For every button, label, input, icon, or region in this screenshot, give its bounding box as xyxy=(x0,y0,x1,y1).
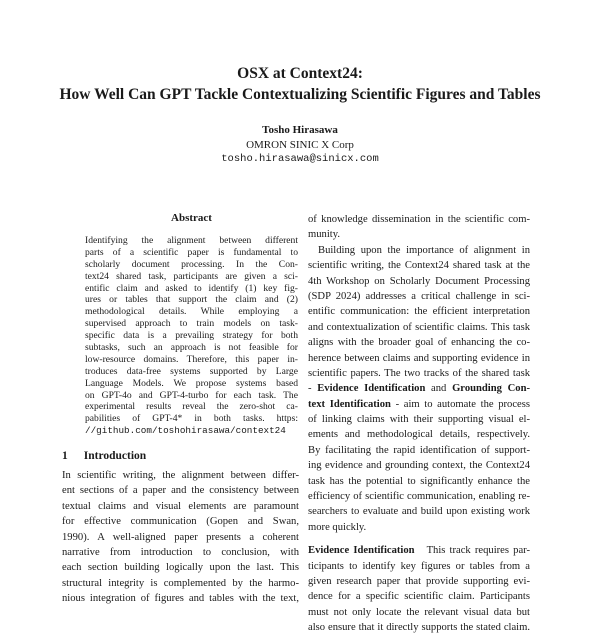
text-line: (SDP 2024) addresses a critical challenge in sci- xyxy=(308,290,530,302)
text-line: 4th Workshop on Scholarly Document Processing xyxy=(308,275,530,287)
author-name: Tosho Hirasawa xyxy=(262,124,338,136)
paper-title-line1: OSX at Context24: xyxy=(237,65,363,82)
text-line: parts of a scientific paper is fundamental to xyxy=(85,246,298,258)
text-line: munity. xyxy=(308,229,340,241)
text-line: of knowledge dissemination in the scientific com- xyxy=(308,214,530,225)
text-line: scientific papers. The two tracks of the shared task xyxy=(308,367,530,379)
paragraph-heading: Evidence Identification xyxy=(308,545,415,557)
text-line: entific claim and asked to identify (1) key fig- xyxy=(85,282,298,294)
paper-title-line2: How Well Can GPT Tackle Contextualizing Scientific Figures and Tables xyxy=(59,86,541,103)
abstract-heading: Abstract xyxy=(171,212,212,224)
body-line: text Identification - aim to automate the process xyxy=(308,398,530,410)
text-line: must not only locate the relevant visual data but xyxy=(308,606,530,618)
paragraph-start: Evidence Identification This track requires par- xyxy=(308,545,530,557)
text-line: methodological details. While employing a xyxy=(85,306,298,318)
section-heading: Introduction xyxy=(83,450,147,462)
text-line: 1990). A well-aligned paper presents a coherent xyxy=(62,531,299,543)
text-line: ticipants to identify key figures or tables from a xyxy=(308,560,530,572)
text-line: given research paper that provide supporting evi- xyxy=(308,575,530,587)
text-line: subtasks, such an approach is not feasible for xyxy=(85,342,298,354)
text-line: ent sections of a paper and the consistency between xyxy=(62,485,299,497)
text-line: ures or tables that support the claim and (2) xyxy=(85,294,298,306)
text-line: for effective communication (Gopen and Swan, xyxy=(62,516,299,528)
text-line: aligns with the broader goal of enhancing the co- xyxy=(308,337,530,349)
text-line: low-resource domains. Therefore, this paper in- xyxy=(85,353,298,365)
text-line: herence between claims and supporting evidence in xyxy=(308,352,530,364)
text-line: and contextualization of scientific claims. This task xyxy=(308,321,530,333)
text-line: troduces data-free systems supported by Large xyxy=(85,365,298,377)
text-line: task has the potential to significantly enhance the xyxy=(308,475,530,487)
author-affiliation: OMRON SINIC X Corp xyxy=(246,139,354,151)
text-line: text24 shared task, participants are given a sci- xyxy=(85,270,298,282)
text-line: of linking claims with their supporting visual el- xyxy=(308,414,530,426)
text-line: Building upon the importance of alignment in xyxy=(318,244,530,256)
text-line: efficiency of scientific communication, enabling re- xyxy=(308,491,530,503)
text-line: By facilitating the rapid identification of support- xyxy=(308,444,530,456)
text-line: narrative from introduction to conclusion, with xyxy=(62,546,299,558)
text-line: also ensure that it directly supports the stated claim. xyxy=(308,622,530,634)
text-line: dence for a specific scientific claim. Participants xyxy=(308,591,530,603)
text-line: Language Models. We propose systems based xyxy=(85,377,298,389)
text-line: ements and methodological details, respectively. xyxy=(308,429,530,441)
text-line: ing evidence and grounding context, the Context24 xyxy=(308,460,530,472)
text-line: nious integration of figures and tables with the text, xyxy=(62,593,299,605)
text-line: specific data is a prevailing strategy for both xyxy=(85,330,298,342)
text-line: textual claims and visual elements are paramount xyxy=(62,500,299,512)
text-line: on GPT-4o and GPT-4-turbo for each task. The xyxy=(85,389,298,401)
text-line: more quickly. xyxy=(308,521,367,533)
introduction xyxy=(62,450,299,607)
body-line: - Evidence Identification and Grounding Con- xyxy=(308,383,530,395)
section-number: 1 xyxy=(62,450,68,462)
text-line: Identifying the alignment between different xyxy=(85,235,298,246)
text-line: scientific writing, the Context24 shared task at the xyxy=(308,260,530,272)
right-column xyxy=(308,212,530,636)
text-line: structural integrity is complemented by the harmo- xyxy=(62,577,299,589)
abstract xyxy=(85,212,298,437)
text-line: each section building logically upon the last. This xyxy=(62,562,299,574)
author-email: tosho.hirasawa@sinicx.com xyxy=(221,153,379,165)
text-line: supervised approach to train models on task- xyxy=(85,318,298,330)
text-line: In scientific writing, the alignment between differ- xyxy=(62,470,299,481)
text-line: scholarly document processing. In the Con- xyxy=(85,258,298,270)
text-line: pabilities of GPT-4* in both tasks. https: xyxy=(85,413,298,425)
text-line: entific communication: the efficient interpretation xyxy=(308,306,530,318)
text-line: experimental results reveal the zero-shot ca- xyxy=(85,401,298,413)
text-line: searchers to evaluate and build upon existing work xyxy=(308,506,530,518)
abstract-url[interactable]: //github.com/toshohirasawa/context24 xyxy=(85,425,286,437)
